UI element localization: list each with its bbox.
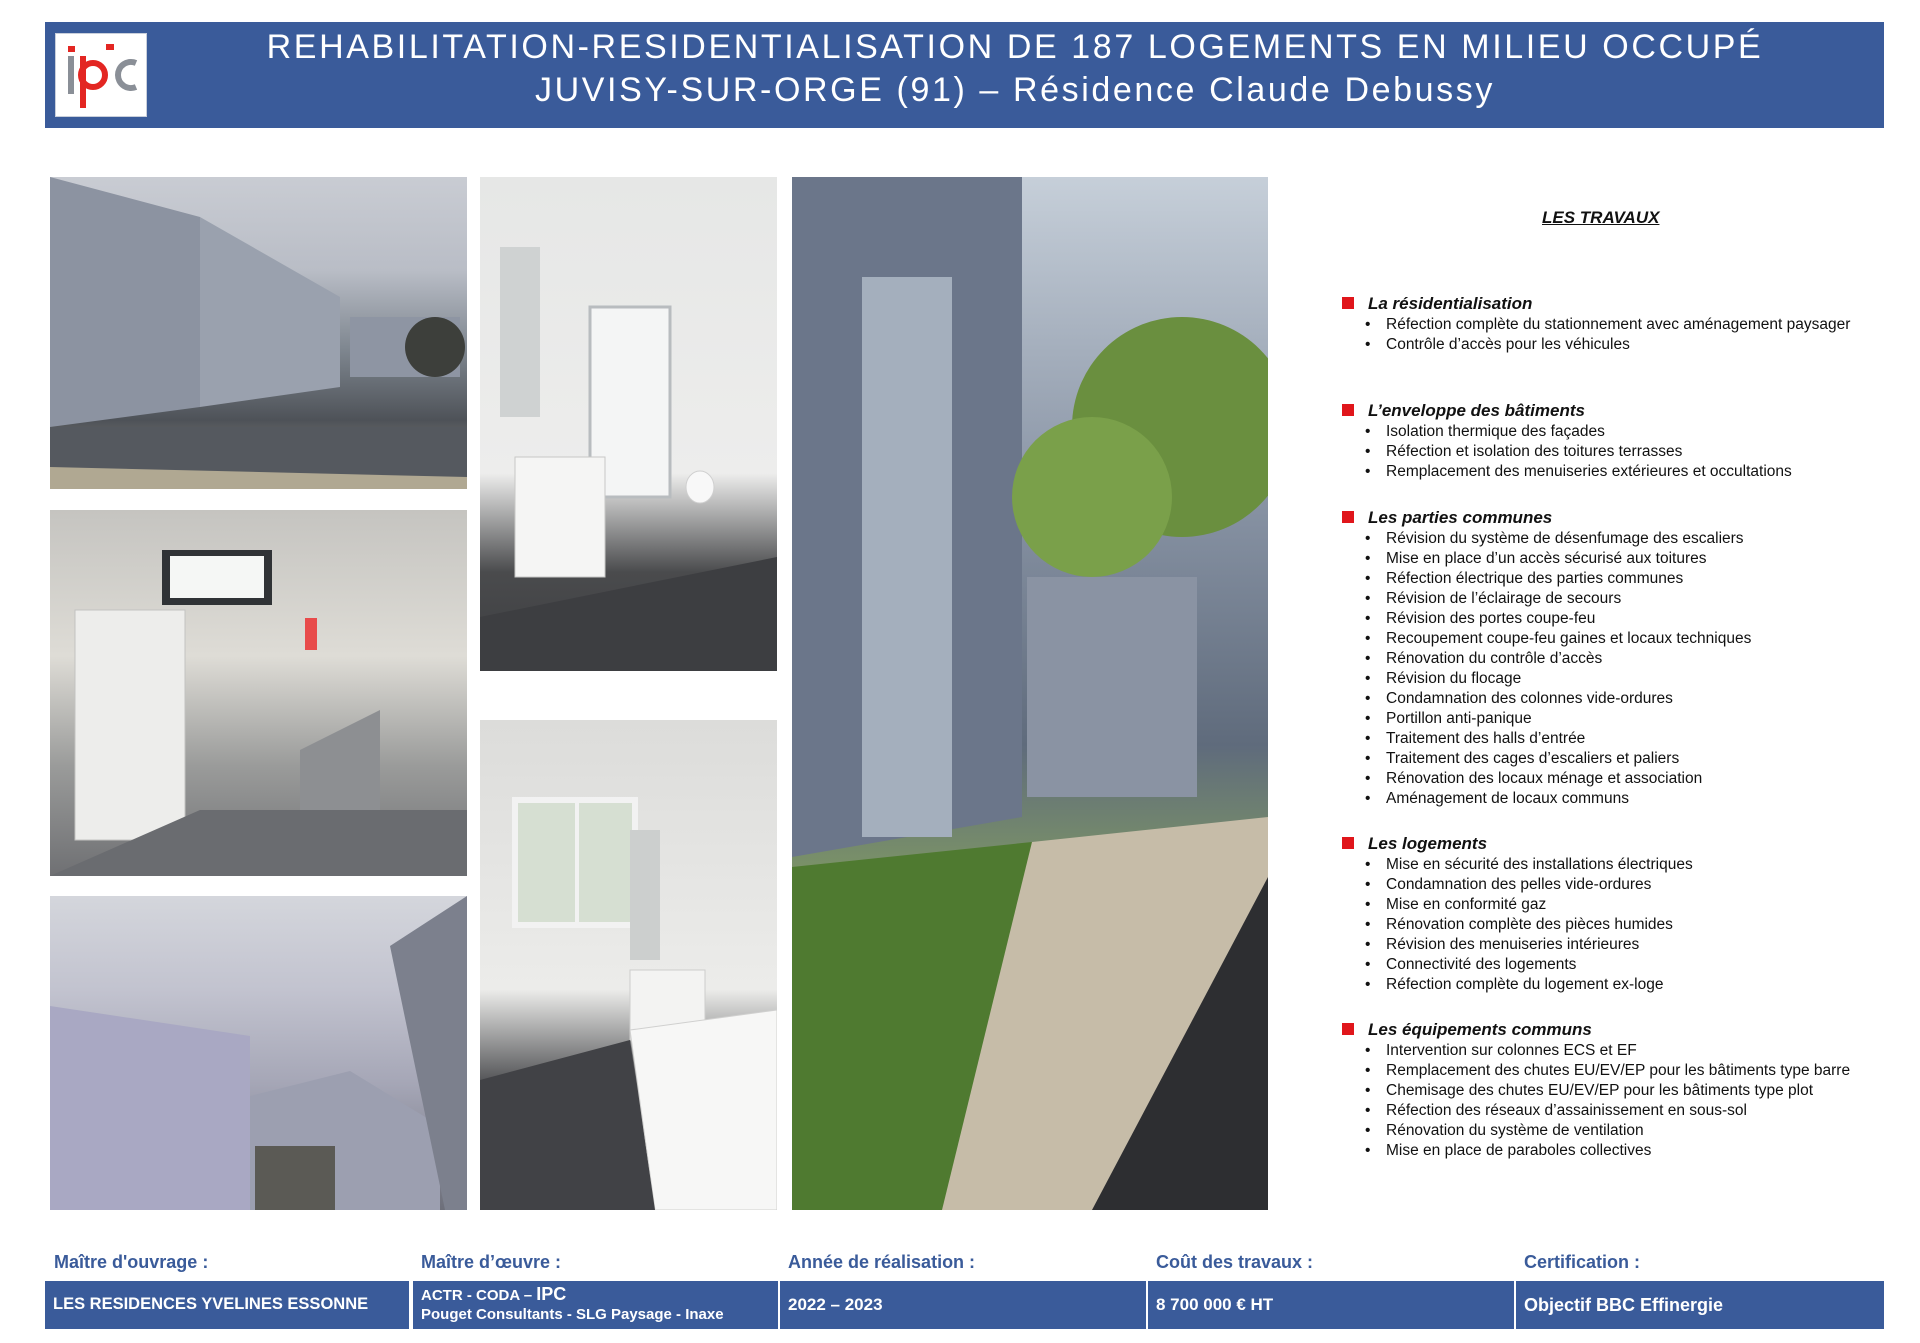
section-heading	[1340, 1019, 1860, 1041]
bathroom-bathtub-window-photo	[480, 720, 777, 1210]
entrance-hall-mailboxes-photo	[50, 510, 467, 876]
list-item: • Recoupement coupe-feu gaines et locaux techniques	[1365, 629, 1860, 649]
section-items	[1340, 422, 1860, 482]
maitre-oeuvre-line1-strong: IPC	[536, 1284, 567, 1304]
section-heading	[1340, 293, 1860, 315]
maitre-oeuvre-line1-prefix: ACTR - CODA –	[421, 1287, 537, 1304]
section-enveloppe-batiments	[1340, 400, 1860, 482]
red-square-bullet-icon	[1342, 297, 1354, 309]
list-item: • Révision du flocage	[1365, 669, 1860, 689]
section-items	[1340, 529, 1860, 809]
section-heading-label: Les logements	[1368, 834, 1488, 853]
section-equipements-communs	[1340, 1019, 1860, 1161]
residential-building-exterior-photo	[50, 177, 467, 489]
list-item: • Mise en place de paraboles collectives	[1365, 1141, 1860, 1161]
red-square-bullet-icon	[1342, 1023, 1354, 1035]
works-section-title: LES TRAVAUX	[1542, 208, 1660, 227]
list-item: • Réfection électrique des parties communes	[1365, 569, 1860, 589]
list-item: • Remplacement des menuiseries extérieures et occultations	[1365, 462, 1860, 482]
list-item: • Révision des menuiseries intérieures	[1365, 935, 1860, 955]
cout-box	[1148, 1281, 1514, 1329]
mailboxes-stairs-illustration	[50, 510, 467, 876]
header-banner	[45, 22, 1884, 128]
list-item: • Intervention sur colonnes ECS et EF	[1365, 1041, 1860, 1061]
red-square-bullet-icon	[1342, 404, 1354, 416]
list-item: • Réfection et isolation des toitures terrasses	[1365, 442, 1860, 462]
list-item: • Condamnation des pelles vide-ordures	[1365, 875, 1860, 895]
red-square-bullet-icon	[1342, 511, 1354, 523]
ipc-logo	[55, 33, 147, 117]
bathroom-shower-photo	[480, 177, 777, 671]
annee-box	[780, 1281, 1146, 1329]
building-exterior-illustration	[50, 177, 467, 489]
list-item: • Rénovation du système de ventilation	[1365, 1121, 1860, 1141]
list-item: • Réfection complète du logement ex-loge	[1365, 975, 1860, 995]
list-item: • Rénovation complète des pièces humides	[1365, 915, 1860, 935]
list-item: • Mise en place d’un accès sécurisé aux toitures	[1365, 549, 1860, 569]
bathroom-bathtub-illustration	[480, 720, 777, 1210]
buildings-low-angle-photo	[50, 896, 467, 1210]
list-item: • Révision de l’éclairage de secours	[1365, 589, 1860, 609]
list-item: • Traitement des cages d’escaliers et paliers	[1365, 749, 1860, 769]
bathroom-shower-illustration	[480, 177, 777, 671]
maitre-ouvrage-label: Maître d'ouvrage :	[54, 1252, 209, 1272]
project-location: JUVISY-SUR-ORGE (91) – Résidence Claude Debussy	[535, 71, 1495, 109]
section-heading	[1340, 400, 1860, 422]
maitre-oeuvre-box	[413, 1281, 778, 1329]
red-square-bullet-icon	[1342, 837, 1354, 849]
maitre-ouvrage-value: LES RESIDENCES YVELINES ESSONNE	[53, 1295, 369, 1313]
list-item: • Isolation thermique des façades	[1365, 422, 1860, 442]
list-item: • Condamnation des colonnes vide-ordures	[1365, 689, 1860, 709]
list-item: • Chemisage des chutes EU/EV/EP pour les bâtiments type plot	[1365, 1081, 1860, 1101]
maitre-ouvrage-box	[45, 1281, 409, 1329]
section-heading-label: Les parties communes	[1368, 508, 1553, 527]
certification-value: Objectif BBC Effinergie	[1524, 1295, 1724, 1315]
building-path-tree-illustration	[792, 177, 1268, 1210]
maitre-oeuvre-line2: Pouget Consultants - SLG Paysage - Inaxe	[421, 1306, 724, 1323]
list-item: • Contrôle d’accès pour les véhicules	[1365, 335, 1860, 355]
list-item: • Réfection complète du stationnement avec aménagement paysager	[1365, 315, 1860, 335]
list-item: • Révision des portes coupe-feu	[1365, 609, 1860, 629]
list-item: • Révision du système de désenfumage des escaliers	[1365, 529, 1860, 549]
project-title: REHABILITATION-RESIDENTIALISATION DE 187 LOGEMENTS EN MILIEU OCCUPÉ	[266, 28, 1764, 66]
section-heading-label: L’enveloppe des bâtiments	[1368, 401, 1585, 420]
list-item: • Connectivité des logements	[1365, 955, 1860, 975]
annee-value: 2022 – 2023	[788, 1295, 883, 1314]
section-items	[1340, 315, 1860, 355]
maitre-oeuvre-label: Maître d’œuvre :	[421, 1252, 562, 1272]
maitre-oeuvre-line1	[421, 1284, 566, 1305]
list-item: • Mise en conformité gaz	[1365, 895, 1860, 915]
section-residentialisation	[1340, 293, 1860, 355]
cout-label: Coût des travaux :	[1156, 1252, 1314, 1272]
cout-value: 8 700 000 € HT	[1156, 1295, 1274, 1314]
list-item: • Portillon anti-panique	[1365, 709, 1860, 729]
section-parties-communes	[1340, 507, 1860, 809]
list-item: • Rénovation des locaux ménage et association	[1365, 769, 1860, 789]
section-heading-label: Les équipements communs	[1368, 1020, 1592, 1039]
building-path-tree-photo	[792, 177, 1268, 1210]
section-heading-label: La résidentialisation	[1368, 294, 1533, 313]
list-item: • Aménagement de locaux communs	[1365, 789, 1860, 809]
section-heading	[1340, 507, 1860, 529]
section-items	[1340, 855, 1860, 995]
section-heading	[1340, 833, 1860, 855]
list-item: • Réfection des réseaux d’assainissement en sous-sol	[1365, 1101, 1860, 1121]
annee-label: Année de réalisation :	[788, 1252, 976, 1272]
list-item: • Remplacement des chutes EU/EV/EP pour les bâtiments type barre	[1365, 1061, 1860, 1081]
ipc-logo-mark	[56, 34, 148, 118]
section-items	[1340, 1041, 1860, 1161]
section-logements	[1340, 833, 1860, 995]
list-item: • Mise en sécurité des installations électriques	[1365, 855, 1860, 875]
list-item: • Rénovation du contrôle d’accès	[1365, 649, 1860, 669]
certification-label: Certification :	[1524, 1252, 1641, 1272]
certification-box	[1516, 1281, 1884, 1329]
list-item: • Traitement des halls d’entrée	[1365, 729, 1860, 749]
buildings-low-angle-illustration	[50, 896, 467, 1210]
